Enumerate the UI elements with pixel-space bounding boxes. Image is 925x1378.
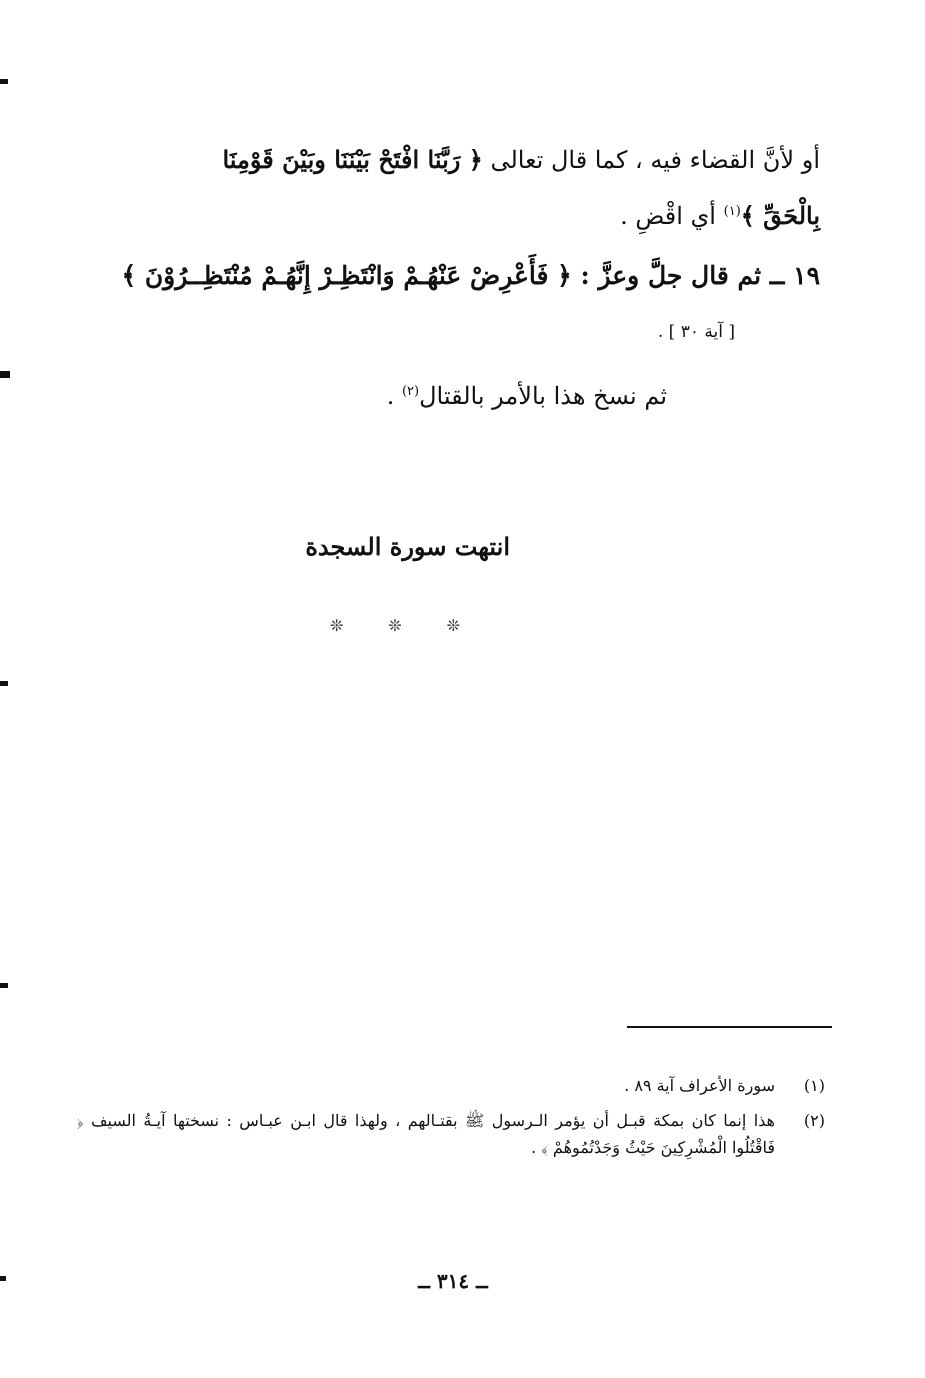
footnote-marker: (١): [723, 204, 741, 219]
quran-quote: بِالْحَقِّ ﴾: [740, 201, 820, 230]
verse-heading: ١٩ ــ ثم قال جلَّ وعزَّ : ﴿ فَأَعْرِضْ عَنْهُـمْ وَانْتَظِـرْ إِنَّهُـمْ مُنْتَظِــرُوْنَ ﴾: [121, 261, 820, 290]
scan-edge-mark: [0, 983, 8, 988]
footnote-text: هذا إنما كان بمكة قبـل أن يؤمر الـرسول ﷺ بقتـالهم ، ولهذا قال ابـن عبـاس : نسختها آيـةُ السيف ﴿ فَاقْتُلُوا الْمُشْرِكِينَ حَيْثُ وَجَدْتُمُوهُمْ ﴾ .: [77, 1111, 775, 1157]
scan-edge-mark: [0, 371, 10, 378]
verse-reference: [ آية ٣٠ ] .: [657, 322, 735, 342]
footnote-item: [77, 1072, 825, 1099]
scan-edge-mark: [0, 79, 8, 84]
star-icon: ❊: [330, 616, 344, 635]
star-icon: ❊: [388, 616, 402, 635]
body-text-line: [60, 140, 820, 180]
body-text-suffix: .: [386, 382, 402, 410]
footnote-number: (١): [803, 1076, 825, 1095]
page-number: ــ ٣١٤ ــ: [418, 1269, 488, 1293]
section-separator: [330, 616, 460, 635]
footnote-marker: (٢): [401, 384, 420, 399]
footnotes: [77, 1072, 825, 1169]
scan-edge-mark: [0, 1276, 6, 1281]
surah-end-title: انتهت سورة السجدة: [305, 532, 510, 561]
scan-edge-mark: [0, 681, 8, 686]
body-text: أو لأنَّ القضاء فيه ، كما قال تعالى: [490, 146, 820, 174]
body-text-line: [60, 192, 820, 236]
footnote-item: [77, 1107, 825, 1161]
body-text: ثم نسخ هذا بالأمر بالقتال: [419, 382, 667, 410]
star-icon: ❊: [446, 616, 460, 635]
footnote-number: (٢): [803, 1111, 825, 1130]
footnote-text: سورة الأعراف آية ٨٩ .: [624, 1076, 775, 1095]
body-text: أي اقْضِ .: [620, 202, 716, 230]
body-text-line: [167, 372, 667, 416]
quran-quote: ﴿ رَبَّنَا افْتَحْ بَيْنَنَا وبَيْنَ قَوْمِنَا: [222, 145, 483, 174]
footnote-divider: [627, 1026, 832, 1028]
